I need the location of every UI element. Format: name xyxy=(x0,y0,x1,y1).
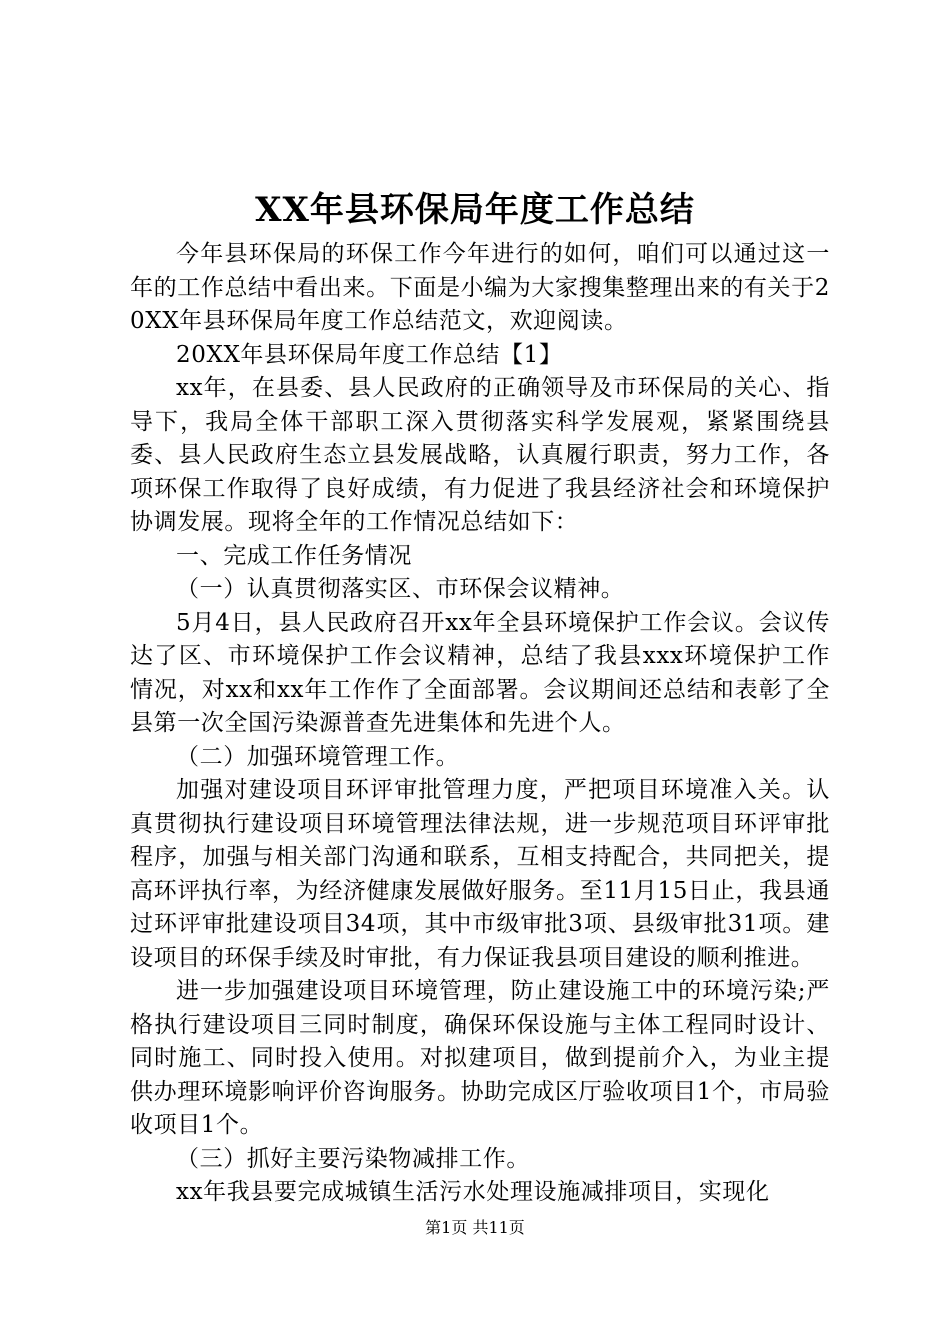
paragraph-approval: 加强对建设项目环评审批管理力度，严把项目环境准入关。认真贯彻执行建设项目环境管理法律法规，进一步规范项目环评审批程序，加强与相关部门沟通和联系，互相支持配合，共同把关，提高环评执行率，为经济健康发展做好服务。至11月15日止，我县通过环评审批建设项目34项，其中市级审批3项、县级审批31项。建设项目的环保手续及时审批，有力保证我县项目建设的顺利推进。 xyxy=(130,777,830,971)
document-body xyxy=(130,238,830,1210)
document-title: XX年县环保局年度工作总结 xyxy=(255,190,695,230)
paragraph-intro: 今年县环保局的环保工作今年进行的如何，咱们可以通过这一年的工作总结中看出来。下面是小编为大家搜集整理出来的有关于20XX年县环保局年度工作总结范文，欢迎阅读。 xyxy=(130,241,830,334)
subsection-heading-3: （三）抓好主要污染物减排工作。 xyxy=(176,1145,530,1172)
subsection-heading-1: （一）认真贯彻落实区、市环保会议精神。 xyxy=(176,576,625,602)
page-number-footer: 第1页 共11页 xyxy=(425,1218,525,1237)
section-heading-tasks: 一、完成工作任务情况 xyxy=(176,542,412,569)
paragraph-meeting: 5月4日，县人民政府召开xx年全县环境保护工作会议。会议传达了区、市环境保护工作会议精神，总结了我县xxx环境保护工作情况，对xx和xx年工作作了全面部署。会议期间还总结和表彰了全县第一次全国污染源普查先进集体和先进个人。 xyxy=(130,609,830,736)
section-heading-summary-1: 20XX年县环保局年度工作总结【1】 xyxy=(176,341,563,368)
paragraph-management: 进一步加强建设项目环境管理，防止建设施工中的环境污染;严格执行建设项目三同时制度，确保环保设施与主体工程同时设计、同时施工、同时投入使用。对拟建项目，做到提前介入，为业主提供办理环境影响评价咨询服务。协助完成区厅验收项目1个，市局验收项目1个。 xyxy=(130,978,830,1138)
subsection-heading-2: （二）加强环境管理工作。 xyxy=(176,743,460,770)
paragraph-reduction: xx年我县要完成城镇生活污水处理设施减排项目，实现化 xyxy=(176,1179,770,1205)
paragraph-overview: xx年，在县委、县人民政府的正确领导及市环保局的关心、指导下，我局全体干部职工深入贯彻落实科学发展观，紧紧围绕县委、县人民政府生态立县发展战略，认真履行职责，努力工作，各项环保工作取得了良好成绩，有力促进了我县经济社会和环境保护协调发展。现将全年的工作情况总结如下： xyxy=(130,375,830,535)
